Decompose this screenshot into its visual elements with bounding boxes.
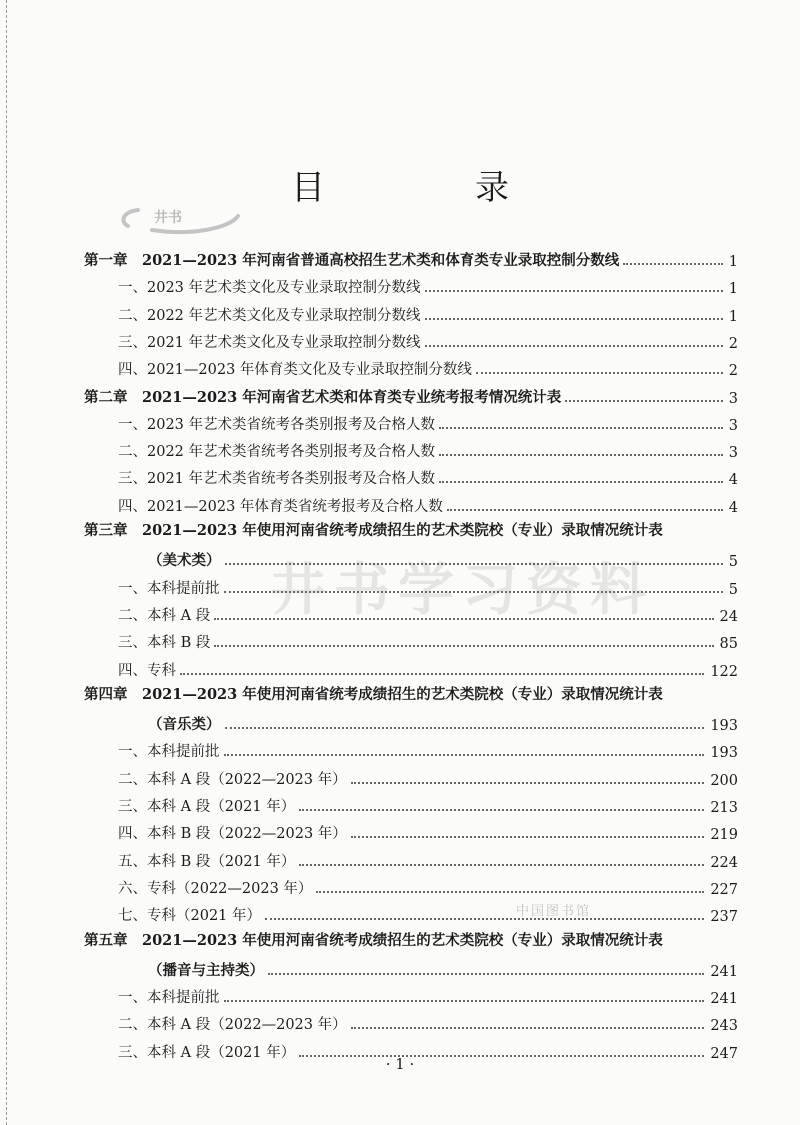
toc-section-row[interactable] <box>118 847 738 871</box>
toc-leader-dots <box>225 727 705 729</box>
toc-chapter-label: （美术类） <box>148 552 221 570</box>
toc-section-label: 三、本科 A 段（2021 年） <box>118 1044 296 1061</box>
toc-page-number: 241 <box>710 963 738 980</box>
toc-page-number: 224 <box>710 854 738 871</box>
toc-section-row[interactable] <box>118 792 738 816</box>
toc-page-number: 1 <box>728 308 738 325</box>
toc-chapter-row[interactable] <box>84 383 738 407</box>
toc-chapter-title[interactable]: 第三章 2021—2023 年使用河南省统考成绩招生的艺术类院校（专业）录取情况统计表 <box>84 522 663 539</box>
toc-leader-dots <box>299 809 704 811</box>
toc-page-number: 241 <box>710 991 738 1008</box>
toc-leader-dots <box>224 591 723 593</box>
toc-page-number: 122 <box>710 663 738 680</box>
toc-chapter-label: （播音与主持类） <box>148 961 264 979</box>
toc-page-number: 1 <box>728 254 738 270</box>
toc-leader-dots <box>268 973 704 975</box>
toc-section-label: 一、本科提前批 <box>118 990 220 1007</box>
toc-section-label: 二、本科 A 段（2022—2023 年） <box>118 1017 347 1034</box>
toc-section-label: 二、2022 年艺术类文化及专业录取控制分数线 <box>118 307 421 324</box>
logo-text: 井书 <box>154 210 182 226</box>
toc-section-label: 六、专科（2022—2023 年） <box>118 880 313 897</box>
toc-page-number: 219 <box>710 827 738 844</box>
toc-section-row[interactable] <box>118 328 738 352</box>
toc-section-row[interactable] <box>118 410 738 434</box>
toc-page-number: 5 <box>728 554 738 571</box>
toc-section-label: 四、本科 B 段（2022—2023 年） <box>118 826 347 843</box>
toc-leader-dots <box>351 782 705 784</box>
toc-chapter-row[interactable] <box>148 546 738 570</box>
toc-page-number: 2 <box>728 363 738 380</box>
toc-section-row[interactable] <box>118 901 738 925</box>
toc-section-row[interactable] <box>118 464 738 488</box>
toc-leader-dots <box>476 372 723 374</box>
toc-section-row[interactable] <box>118 765 738 789</box>
toc-chapter-label: 第一章 2021—2023 年河南省普通高校招生艺术类和体育类专业录取控制分数线 <box>84 252 620 269</box>
toc-section-row[interactable] <box>118 1010 738 1034</box>
toc-leader-dots <box>224 754 705 756</box>
toc-section-label: 五、本科 B 段（2021 年） <box>118 853 296 870</box>
watermark: 井书学习资料 <box>270 558 654 623</box>
toc-page-number: 213 <box>710 800 738 816</box>
toc-page-number: 3 <box>728 390 738 407</box>
toc-leader-dots <box>351 1027 705 1029</box>
toc-section-label: 二、本科 A 段 <box>118 607 211 624</box>
toc-page-number: 4 <box>728 472 738 489</box>
toc-chapter-row[interactable] <box>148 956 738 980</box>
toc-page-number: 243 <box>710 1018 738 1035</box>
toc-page-number: 193 <box>710 745 738 762</box>
toc-section-label: 一、2023 年艺术类文化及专业录取控制分数线 <box>118 280 421 297</box>
toc-chapter-label: （音乐类） <box>148 716 221 734</box>
toc-page-number: 247 <box>710 1045 738 1062</box>
toc-chapter-title[interactable]: 第五章 2021—2023 年使用河南省统考成绩招生的艺术类院校（专业）录取情况统计表 <box>84 931 663 949</box>
toc-section-label: 二、本科 A 段（2022—2023 年） <box>118 771 347 788</box>
toc-section-row[interactable] <box>118 983 738 1007</box>
toc-leader-dots <box>425 345 723 347</box>
toc-leader-dots <box>425 290 723 292</box>
toc-section-row[interactable] <box>118 437 738 461</box>
toc-page-number: 200 <box>710 772 738 789</box>
toc-page-number: 85 <box>719 636 738 653</box>
toc-leader-dots <box>180 673 704 675</box>
toc-leader-dots <box>623 263 723 265</box>
toc-page-number: 4 <box>728 499 738 516</box>
toc-page-number: 193 <box>710 718 738 735</box>
toc-page-number: 3 <box>728 445 738 462</box>
toc-page-number: 24 <box>719 608 738 625</box>
toc-section-row[interactable] <box>118 656 738 680</box>
toc-leader-dots <box>299 864 704 866</box>
toc-section-label: 三、2021 年艺术类文化及专业录取控制分数线 <box>118 334 421 351</box>
toc-section-row[interactable] <box>118 628 738 652</box>
toc-chapter-title[interactable]: 第四章 2021—2023 年使用河南省统考成绩招生的艺术类院校（专业）录取情况统计表 <box>84 685 663 703</box>
toc-page-number: 5 <box>728 581 738 598</box>
toc-leader-dots <box>447 509 723 511</box>
page-title: 目 录 <box>291 168 567 208</box>
toc-section-row[interactable] <box>118 601 738 625</box>
toc-leader-dots <box>214 645 713 647</box>
toc-leader-dots <box>439 481 723 483</box>
toc-section-row[interactable] <box>118 874 738 898</box>
toc-section-row[interactable] <box>118 819 738 843</box>
toc-section-row[interactable] <box>118 355 738 379</box>
toc-leader-dots <box>265 918 704 920</box>
toc-section-row[interactable] <box>118 574 738 598</box>
toc-section-row[interactable] <box>118 737 738 761</box>
toc-page-number: 3 <box>728 417 738 434</box>
toc-page-number: 1 <box>728 281 738 298</box>
publisher-logo <box>112 204 250 238</box>
toc-chapter-row[interactable] <box>84 246 738 270</box>
toc-page-number: 237 <box>710 909 738 926</box>
toc-leader-dots <box>214 618 713 620</box>
toc-page-number: 227 <box>710 881 738 898</box>
toc-section-label: 三、本科 A 段（2021 年） <box>118 799 296 815</box>
toc-section-label: 四、2021—2023 年体育类省统考报考及合格人数 <box>118 498 443 515</box>
toc-chapter-label: 第二章 2021—2023 年河南省艺术类和体育类专业统考报考情况统计表 <box>84 388 562 406</box>
toc-section-label: 四、2021—2023 年体育类文化及专业录取控制分数线 <box>118 362 472 379</box>
toc-page-number: 2 <box>728 335 738 352</box>
toc-leader-dots <box>224 1000 705 1002</box>
toc-leader-dots <box>439 427 723 429</box>
toc-leader-dots <box>351 836 705 838</box>
toc-leader-dots <box>316 891 704 893</box>
library-stamp: 中国图书馆 <box>516 904 592 919</box>
toc-section-label: 七、专科（2021 年） <box>118 908 262 925</box>
toc-leader-dots <box>225 563 723 565</box>
toc-section-label: 一、2023 年艺术类省统考各类别报考及合格人数 <box>118 416 436 433</box>
page-number: · 1 · <box>385 1055 415 1073</box>
toc-section-row[interactable] <box>118 492 738 516</box>
toc-section-label: 三、2021 年艺术类省统考各类别报考及合格人数 <box>118 471 436 488</box>
toc-section-label: 二、2022 年艺术类省统考各类别报考及合格人数 <box>118 444 436 461</box>
toc-section-label: 一、本科提前批 <box>118 744 220 761</box>
toc-section-label: 四、专科 <box>118 662 176 679</box>
toc-section-row[interactable] <box>118 301 738 325</box>
toc-leader-dots <box>425 318 723 320</box>
toc-section-label: 一、本科提前批 <box>118 580 220 597</box>
toc-section-row[interactable] <box>118 273 738 297</box>
toc-section-label: 三、本科 B 段 <box>118 635 211 652</box>
toc-leader-dots <box>439 454 723 456</box>
toc-leader-dots <box>565 400 723 402</box>
toc-chapter-row[interactable] <box>148 710 738 734</box>
